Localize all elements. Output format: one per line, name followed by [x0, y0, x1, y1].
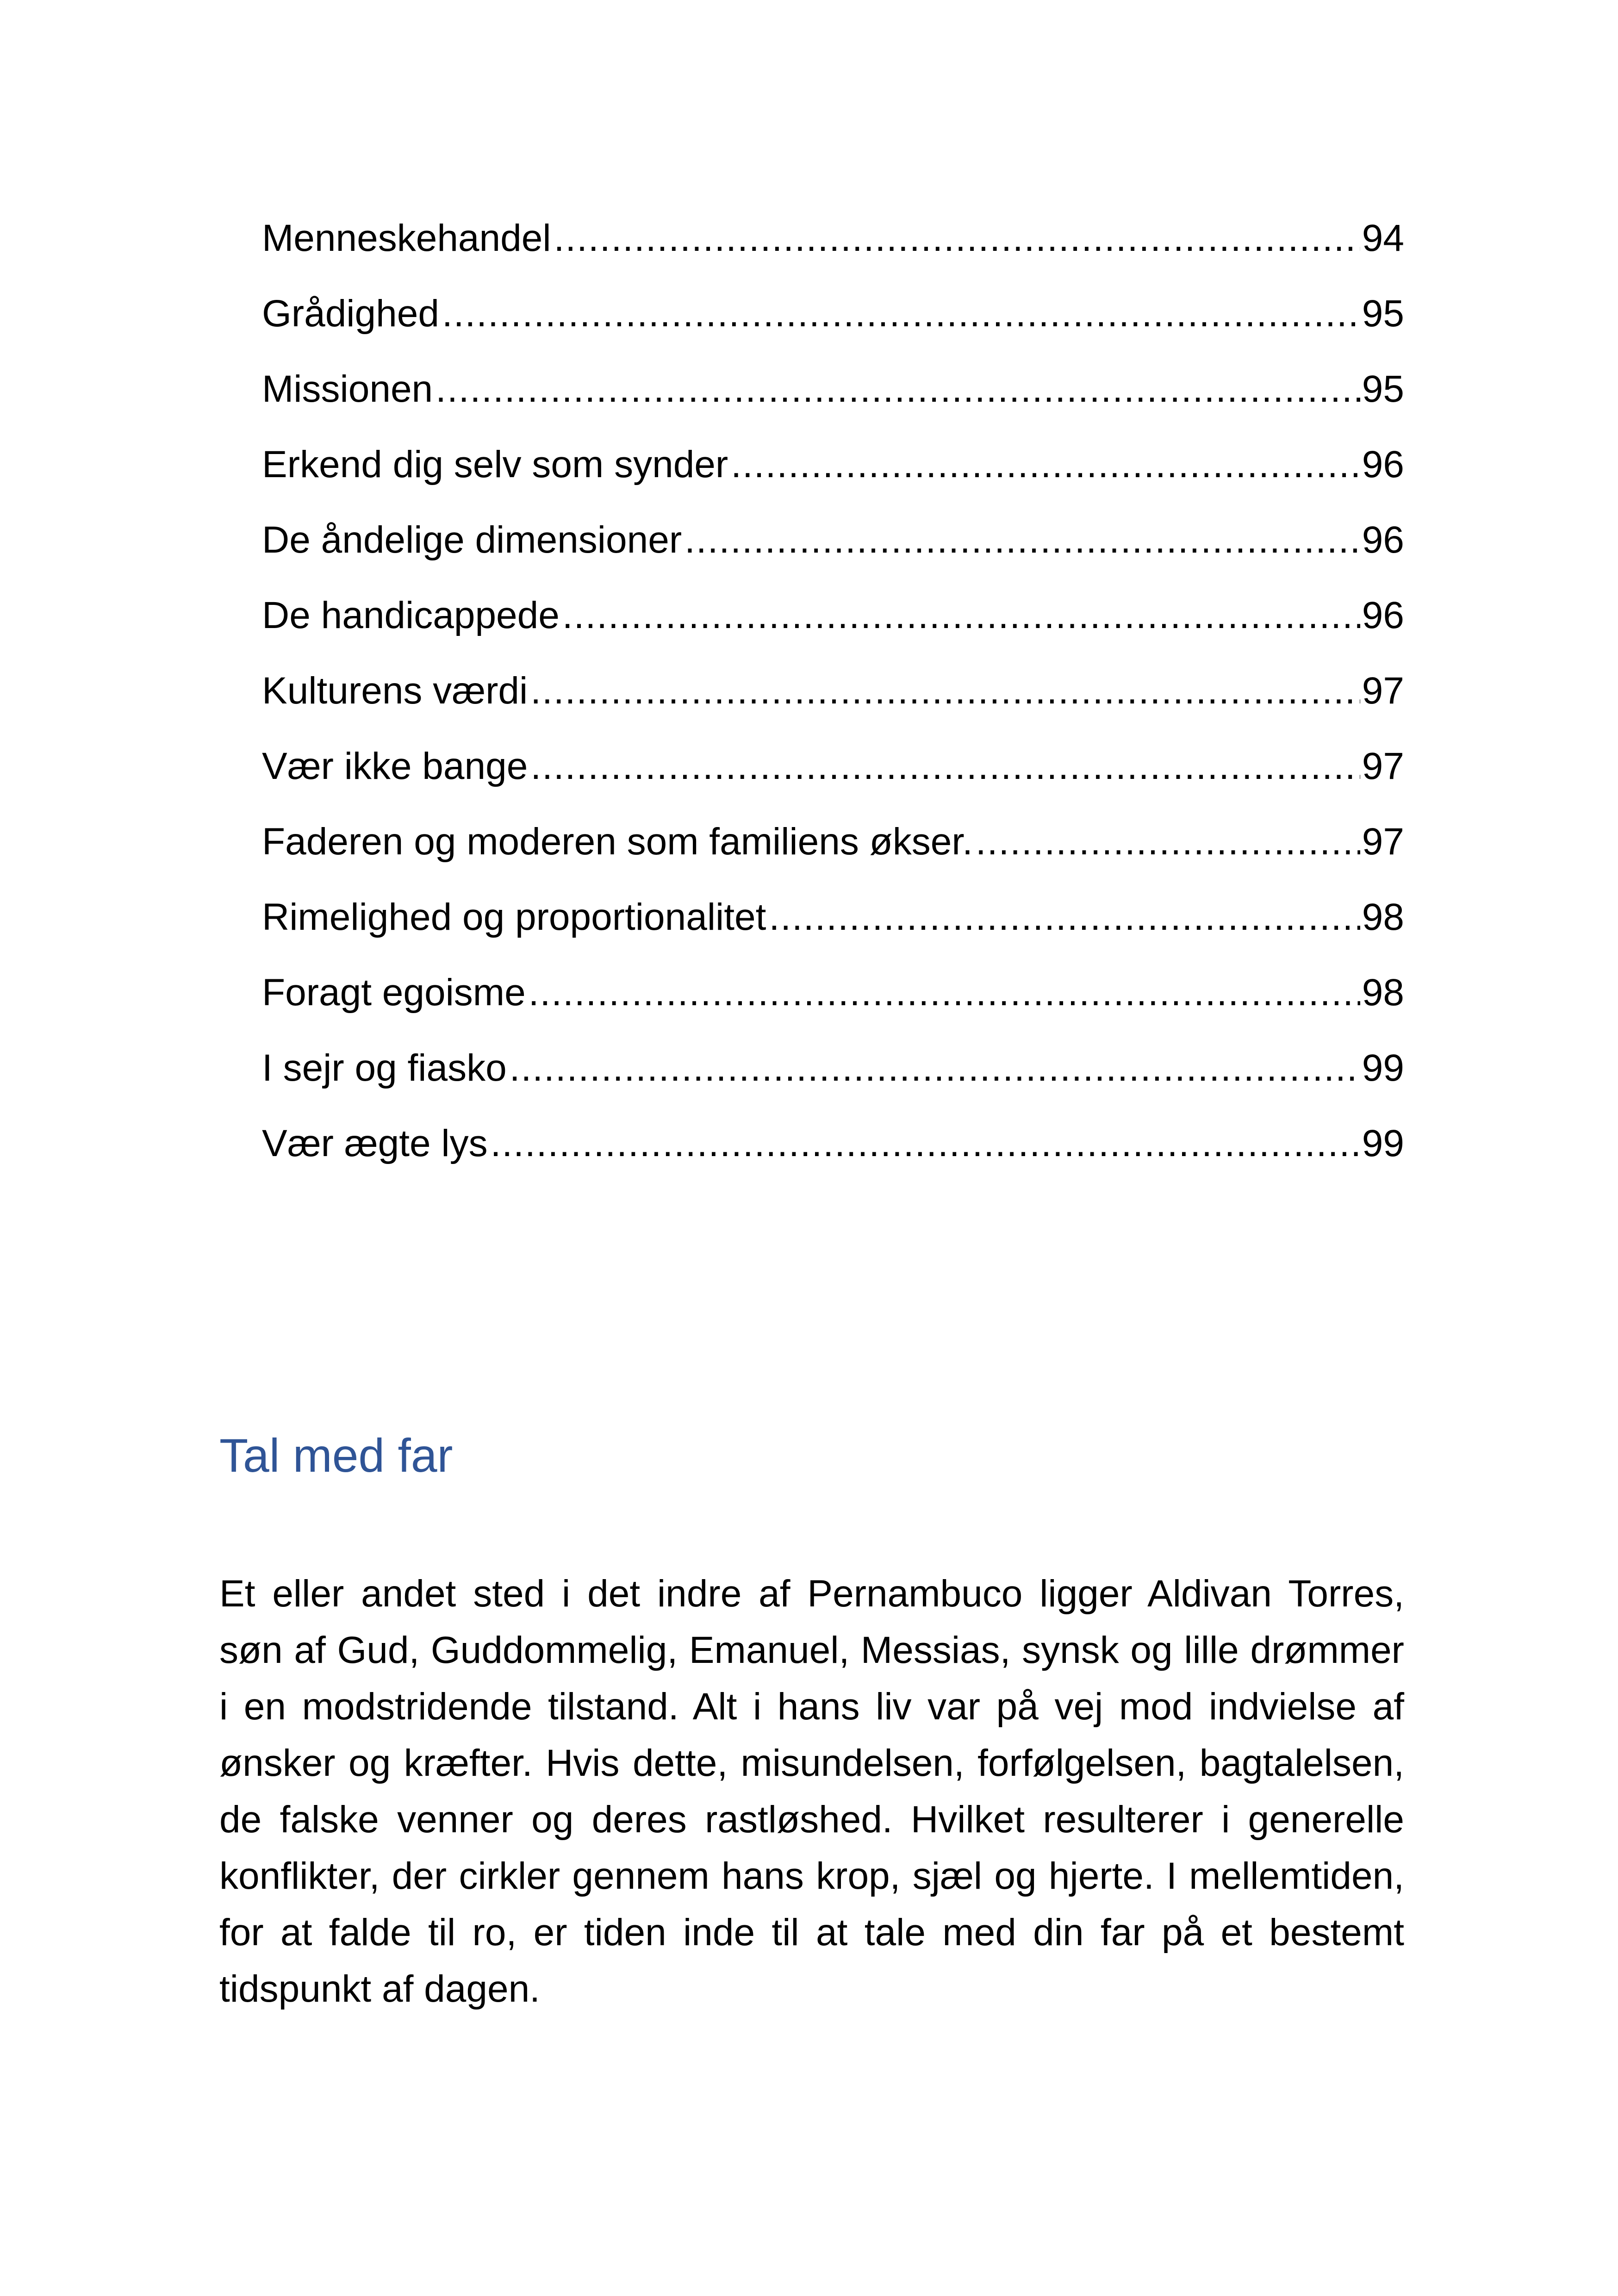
toc-entry-label: Rimelighed og proportionalitet: [262, 896, 766, 938]
toc-entry-page-number: 99: [1362, 1047, 1404, 1089]
toc-entry[interactable]: [262, 666, 1404, 741]
toc-dot-leader: [491, 1118, 1360, 1169]
toc-dot-leader: [562, 590, 1360, 641]
toc-entry-label: I sejr og fiasko: [262, 1047, 507, 1089]
toc-dot-leader: [436, 364, 1360, 415]
toc-entry-label: Kulturens værdi: [262, 670, 528, 712]
toc-entry[interactable]: [262, 967, 1404, 1043]
toc-dot-leader: [529, 967, 1360, 1018]
toc-entry[interactable]: [262, 1118, 1404, 1194]
toc-entry-page-number: 96: [1362, 594, 1404, 636]
toc-entry[interactable]: [262, 364, 1404, 439]
toc-entry-label: De handicappede: [262, 594, 560, 636]
toc-entry-label: Erkend dig selv som synder: [262, 443, 728, 485]
toc-entry[interactable]: [262, 741, 1404, 816]
toc-entry[interactable]: [262, 288, 1404, 364]
toc-entry-page-number: 97: [1362, 821, 1404, 863]
toc-entry-page-number: 95: [1362, 292, 1404, 335]
toc-entry-page-number: 99: [1362, 1122, 1404, 1164]
section-heading: Tal med far: [219, 1429, 453, 1482]
toc-entry-page-number: 95: [1362, 368, 1404, 410]
toc-entry-page-number: 94: [1362, 217, 1404, 259]
toc-dot-leader: [510, 1043, 1360, 1094]
toc-entry[interactable]: [262, 590, 1404, 666]
toc-dot-leader: [554, 213, 1360, 264]
toc-dot-leader: [976, 816, 1360, 867]
toc-dot-leader: [530, 666, 1360, 716]
toc-entry-label: Vær ægte lys: [262, 1122, 488, 1164]
toc-entry-page-number: 96: [1362, 519, 1404, 561]
toc-entry-page-number: 97: [1362, 670, 1404, 712]
toc-entry-label: De åndelige dimensioner: [262, 519, 682, 561]
toc-entry[interactable]: [262, 515, 1404, 590]
table-of-contents: [262, 213, 1404, 1194]
toc-dot-leader: [731, 439, 1360, 490]
toc-dot-leader: [769, 892, 1360, 943]
toc-entry-label: Menneskehandel: [262, 217, 551, 259]
toc-dot-leader: [685, 515, 1360, 566]
toc-entry[interactable]: [262, 1043, 1404, 1118]
toc-entry-page-number: 98: [1362, 896, 1404, 938]
toc-entry[interactable]: [262, 439, 1404, 515]
toc-entry-page-number: 98: [1362, 971, 1404, 1014]
toc-entry-label: Vær ikke bange: [262, 745, 528, 787]
toc-entry-label: Missionen: [262, 368, 433, 410]
toc-entry-label: Foragt egoisme: [262, 971, 526, 1014]
toc-entry-page-number: 96: [1362, 443, 1404, 485]
toc-entry[interactable]: [262, 213, 1404, 288]
body-paragraph: Et eller andet sted i det indre af Pernambuco ligger Aldivan Torres, søn af Gud, Guddommelig, Emanuel, Messias, synsk og lille drømmer i en modstridende tilstand. Alt i hans liv var på vej mod indvielse af ønsker og kræfter. Hvis dette, misundelsen, forfølgelsen, bagtalelsen, de falske venner og deres rastløshed. Hvilket resulterer i generelle konflikter, der cirkler gennem hans krop, sjæl og hjerte. I mellemtiden, for at falde til ro, er tiden inde til at tale med din far på et bestemt tidspunkt af dagen.: [219, 1573, 1404, 2010]
toc-entry[interactable]: [262, 892, 1404, 967]
toc-entry-label: Faderen og moderen som familiens økser.: [262, 821, 973, 863]
toc-entry-label: Grådighed: [262, 292, 439, 335]
toc-dot-leader: [442, 288, 1360, 339]
toc-dot-leader: [530, 741, 1360, 792]
toc-entry-page-number: 97: [1362, 745, 1404, 787]
toc-entry[interactable]: [262, 816, 1404, 892]
